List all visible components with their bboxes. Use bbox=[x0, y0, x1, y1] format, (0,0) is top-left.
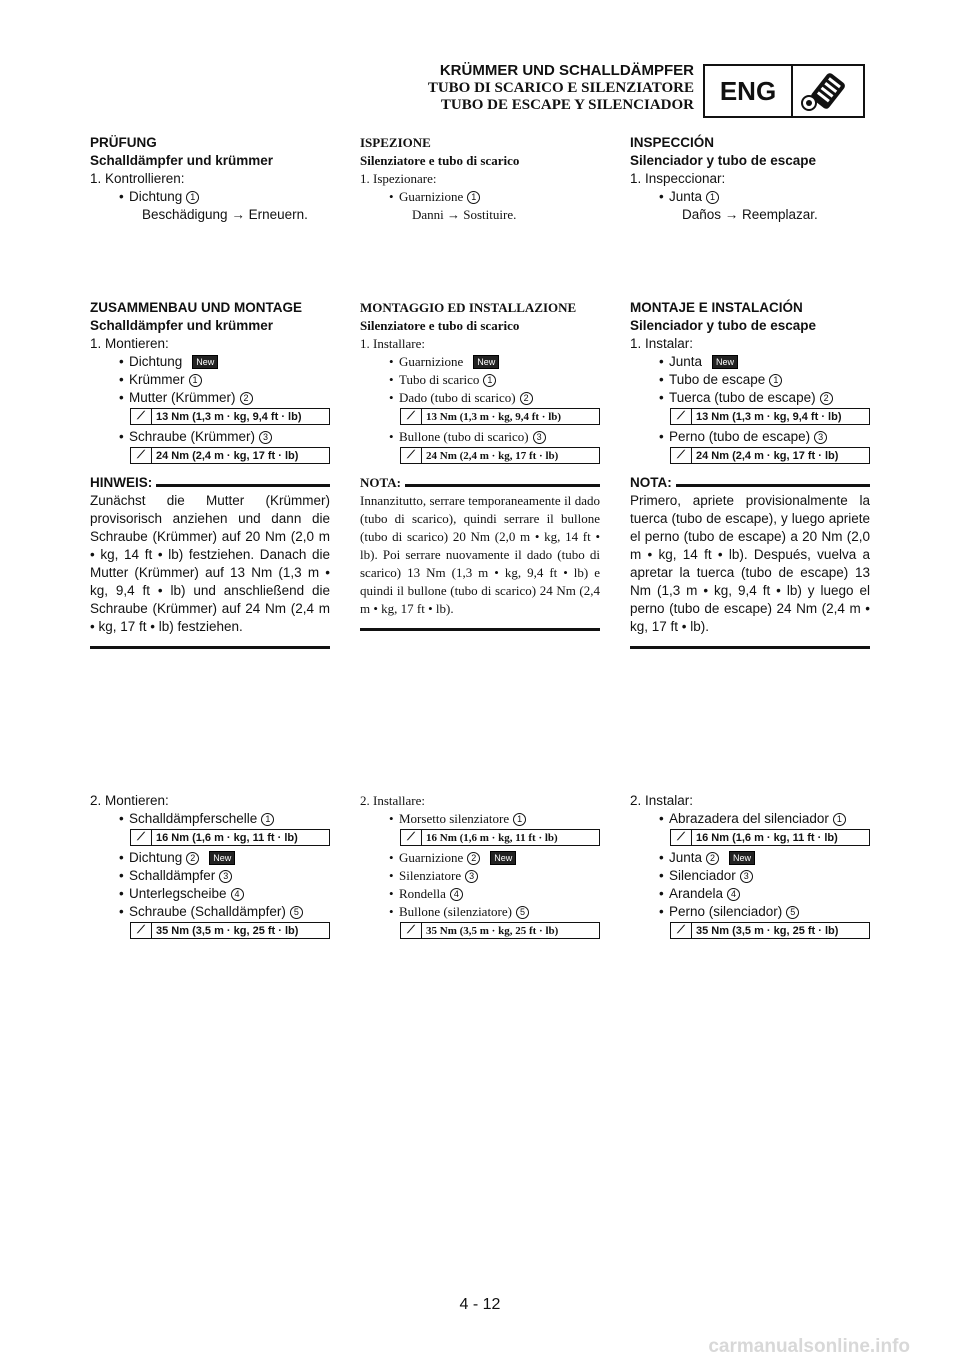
note-header: NOTA: bbox=[630, 474, 870, 492]
new-part-badge: New bbox=[473, 355, 499, 369]
torque-wrench-icon: ⟋ bbox=[671, 448, 692, 463]
list-item: • Tubo di scarico 1 bbox=[360, 371, 600, 389]
heading: MONTAGGIO ED INSTALLAZIONE bbox=[360, 300, 577, 315]
column-it-install bbox=[360, 792, 600, 942]
step: 2. Montieren: bbox=[90, 793, 169, 808]
new-part-badge: New bbox=[192, 355, 218, 369]
list-item: • Schraube (Krümmer) 3 bbox=[90, 428, 330, 446]
list-item: • Schraube (Schalldämpfer) 5 bbox=[90, 903, 330, 921]
note-end-rule bbox=[630, 646, 870, 649]
note-text: Primero, apriete provisionalmente la tuerca (tubo de escape), y luego apriete el perno (tubo de escape) a 20 Nm (2,0 m • kg, 14 ft • lb). Después, vuelva a apretar la tuerca (tubo de escape) 13 Nm (1,3 m • kg, 9,4 ft • lb) y luego el perno (tubo de escape) 24 Nm (2,4 m • kg, 17 ft • lb). bbox=[630, 493, 870, 634]
watermark: carmanualsonline.info bbox=[708, 1336, 910, 1357]
heading: MONTAJE E INSTALACIÓN bbox=[630, 300, 803, 315]
torque-wrench-icon: ⟋ bbox=[131, 409, 152, 424]
result-text: Beschädigung → Erneuern. bbox=[142, 207, 308, 222]
result-text: Daños → Reemplazar. bbox=[682, 207, 818, 222]
list-item: • Dichtung 2 New bbox=[90, 849, 330, 867]
list-item: • Silenziatore 3 bbox=[360, 867, 600, 885]
torque-wrench-icon: ⟋ bbox=[671, 409, 692, 424]
new-part-badge: New bbox=[209, 851, 235, 865]
new-part-badge: New bbox=[490, 851, 516, 865]
note-header: NOTA: bbox=[360, 474, 600, 492]
list-item: • Perno (silenciador) 5 bbox=[630, 903, 870, 921]
result-text: Danni → Sostituire. bbox=[412, 207, 517, 222]
subheading: Silenziatore e tubo di scarico bbox=[360, 153, 520, 168]
new-part-badge: New bbox=[729, 851, 755, 865]
list-item: • Morsetto silenziatore 1 bbox=[360, 810, 600, 828]
list-item: • Perno (tubo de escape) 3 bbox=[630, 428, 870, 446]
list-item: • Junta New bbox=[630, 353, 870, 371]
list-item: • Junta 2 New bbox=[630, 849, 870, 867]
heading: ISPEZIONE bbox=[360, 135, 431, 150]
note-text: Zunächst die Mutter (Krümmer) provisorisch anziehen und dann die Schraube (Krümmer) auf 20 Nm (2,0 m • kg, 14 ft • lb) festziehen. Danach die Mutter (Krümmer) auf 13 Nm (1,3 m • kg, 9,4 ft • lb) und anschließend die Schraube (Krümmer) auf 24 Nm (2,4 m • kg, 17 ft • lb) festziehen. bbox=[90, 493, 330, 634]
step: 1. Ispezionare: bbox=[360, 171, 437, 186]
list-item: • Schalldämpfer 3 bbox=[90, 867, 330, 885]
column-es-install bbox=[630, 792, 870, 942]
column-de-inspection bbox=[90, 134, 330, 224]
list-item: • Dichtung New bbox=[90, 353, 330, 371]
list-item: • Unterlegscheibe 4 bbox=[90, 885, 330, 903]
list-item: • Rondella 4 bbox=[360, 885, 600, 903]
subheading: Silenciador y tubo de escape bbox=[630, 153, 817, 168]
list-item: • Krümmer 1 bbox=[90, 371, 330, 389]
badge-label: ENG bbox=[705, 66, 793, 116]
torque-spec: ⟋ 16 Nm (1,6 m · kg, 11 ft · lb) bbox=[400, 829, 600, 846]
list-item: • Abrazadera del silenciador 1 bbox=[630, 810, 870, 828]
heading: PRÜFUNG bbox=[90, 135, 157, 150]
torque-wrench-icon: ⟋ bbox=[401, 923, 422, 938]
torque-spec: ⟋ 13 Nm (1,3 m · kg, 9,4 ft · lb) bbox=[400, 408, 600, 425]
list-item: • Guarnizione New bbox=[360, 353, 600, 371]
list-item: • Tubo de escape 1 bbox=[630, 371, 870, 389]
torque-wrench-icon: ⟋ bbox=[131, 830, 152, 845]
note-end-rule bbox=[360, 628, 600, 631]
column-it-assembly bbox=[360, 299, 600, 631]
list-item: • Schalldämpferschelle 1 bbox=[90, 810, 330, 828]
subheading: Schalldämpfer und krümmer bbox=[90, 318, 274, 333]
section-title-de: KRÜMMER UND SCHALLDÄMPFER bbox=[439, 62, 694, 79]
subheading: Silenziatore e tubo di scarico bbox=[360, 318, 520, 333]
torque-wrench-icon: ⟋ bbox=[401, 409, 422, 424]
section-title-es: TUBO DE ESCAPE Y SILENCIADOR bbox=[440, 97, 694, 113]
torque-spec: ⟋ 13 Nm (1,3 m · kg, 9,4 ft · lb) bbox=[130, 408, 330, 425]
torque-spec: ⟋ 16 Nm (1,6 m · kg, 11 ft · lb) bbox=[130, 829, 330, 846]
note-end-rule bbox=[90, 646, 330, 649]
note-header: HINWEIS: bbox=[90, 474, 330, 492]
torque-spec: ⟋ 35 Nm (3,5 m · kg, 25 ft · lb) bbox=[130, 922, 330, 939]
list-item: • Dado (tubo di scarico) 2 bbox=[360, 389, 600, 407]
torque-spec: ⟋ 24 Nm (2,4 m · kg, 17 ft · lb) bbox=[400, 447, 600, 464]
section-title-it: TUBO DI SCARICO E SILENZIATORE bbox=[427, 80, 694, 96]
step: 1. Montieren: bbox=[90, 336, 169, 351]
torque-spec: ⟋ 35 Nm (3,5 m · kg, 25 ft · lb) bbox=[670, 922, 870, 939]
subheading: Schalldämpfer und krümmer bbox=[90, 153, 274, 168]
list-item: • Junta 1 bbox=[630, 188, 870, 206]
torque-spec: ⟋ 24 Nm (2,4 m · kg, 17 ft · lb) bbox=[670, 447, 870, 464]
list-item: • Mutter (Krümmer) 2 bbox=[90, 389, 330, 407]
column-de-install bbox=[90, 792, 330, 942]
torque-wrench-icon: ⟋ bbox=[131, 923, 152, 938]
step: 1. Installare: bbox=[360, 336, 425, 351]
list-item: • Guarnizione 1 bbox=[360, 188, 600, 206]
torque-wrench-icon: ⟋ bbox=[131, 448, 152, 463]
heading: ZUSAMMENBAU UND MONTAGE bbox=[90, 300, 302, 315]
step: 1. Inspeccionar: bbox=[630, 171, 726, 186]
column-es-inspection bbox=[630, 134, 870, 224]
page-number: 4 - 12 bbox=[459, 1296, 501, 1313]
torque-spec: ⟋ 16 Nm (1,6 m · kg, 11 ft · lb) bbox=[670, 829, 870, 846]
step: 2. Installare: bbox=[360, 793, 425, 808]
step: 1. Kontrollieren: bbox=[90, 171, 185, 186]
torque-spec: ⟋ 13 Nm (1,3 m · kg, 9,4 ft · lb) bbox=[670, 408, 870, 425]
heading: INSPECCIÓN bbox=[630, 135, 715, 150]
column-es-assembly bbox=[630, 299, 870, 649]
list-item: • Arandela 4 bbox=[630, 885, 870, 903]
column-it-inspection bbox=[360, 134, 600, 224]
language-badge bbox=[703, 64, 865, 118]
note-text: Innanzitutto, serrare temporaneamente il dado (tubo di scarico), quindi serrare il bullone (tubo di scarico) 20 Nm (2,0 m • kg, 14 ft • lb). Poi serrare nuovamente il dado (tubo di scarico) 13 Nm (1,3 m • kg, 9,4 ft • lb) e quindi il bullone (tubo di scarico) 24 Nm (2,4 m • kg, 17 ft • lb). bbox=[360, 493, 600, 616]
list-item: • Bullone (tubo di scarico) 3 bbox=[360, 428, 600, 446]
wrench-icon bbox=[793, 66, 863, 116]
torque-wrench-icon: ⟋ bbox=[401, 448, 422, 463]
torque-wrench-icon: ⟋ bbox=[671, 923, 692, 938]
step: 2. Instalar: bbox=[630, 793, 694, 808]
list-item: • Silenciador 3 bbox=[630, 867, 870, 885]
new-part-badge: New bbox=[712, 355, 738, 369]
step: 1. Instalar: bbox=[630, 336, 694, 351]
torque-wrench-icon: ⟋ bbox=[671, 830, 692, 845]
column-de-assembly bbox=[90, 299, 330, 649]
list-item: • Dichtung 1 bbox=[90, 188, 330, 206]
subheading: Silenciador y tubo de escape bbox=[630, 318, 817, 333]
torque-spec: ⟋ 24 Nm (2,4 m · kg, 17 ft · lb) bbox=[130, 447, 330, 464]
torque-spec: ⟋ 35 Nm (3,5 m · kg, 25 ft · lb) bbox=[400, 922, 600, 939]
list-item: • Bullone (silenziatore) 5 bbox=[360, 903, 600, 921]
torque-wrench-icon: ⟋ bbox=[401, 830, 422, 845]
list-item: • Tuerca (tubo de escape) 2 bbox=[630, 389, 870, 407]
list-item: • Guarnizione 2 New bbox=[360, 849, 600, 867]
